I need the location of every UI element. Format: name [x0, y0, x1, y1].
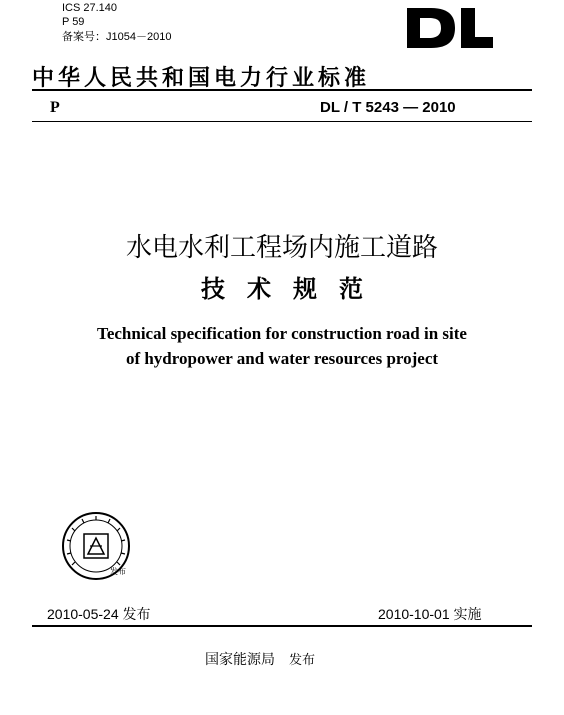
issue-date: 2010-05-24 发布 — [47, 606, 151, 622]
title-en-line1: Technical specification for construction road in site — [97, 324, 467, 343]
footer-rule — [32, 625, 532, 627]
title-cn-line1: 水电水利工程场内施工道路 — [125, 233, 438, 263]
category-code: P 59 — [62, 16, 85, 28]
ics-code: ICS 27.140 — [62, 2, 118, 14]
organization-title: 中华人民共和国电力行业标准 — [32, 65, 371, 91]
subheader-rule — [32, 121, 532, 122]
header-rule — [32, 89, 532, 91]
filing-number: 备案号：J1054－2010 — [62, 31, 172, 43]
issuer — [205, 649, 315, 669]
official-seal-icon — [60, 510, 132, 582]
dl-logo — [405, 6, 495, 50]
effective-date: 2010-10-01 实施 — [378, 606, 482, 622]
issuer-name: 国家能源局 — [205, 652, 275, 668]
seal-text: 发布 — [110, 567, 126, 576]
standard-number: DL / T 5243 — 2010 — [320, 99, 456, 116]
title-en-line2: of hydropower and water resources project — [125, 349, 439, 368]
issuer-action: 发布 — [289, 653, 316, 668]
category-letter: P — [50, 99, 60, 116]
title-en — [30, 321, 534, 371]
title-cn-line2: 技术规范 — [201, 275, 385, 303]
